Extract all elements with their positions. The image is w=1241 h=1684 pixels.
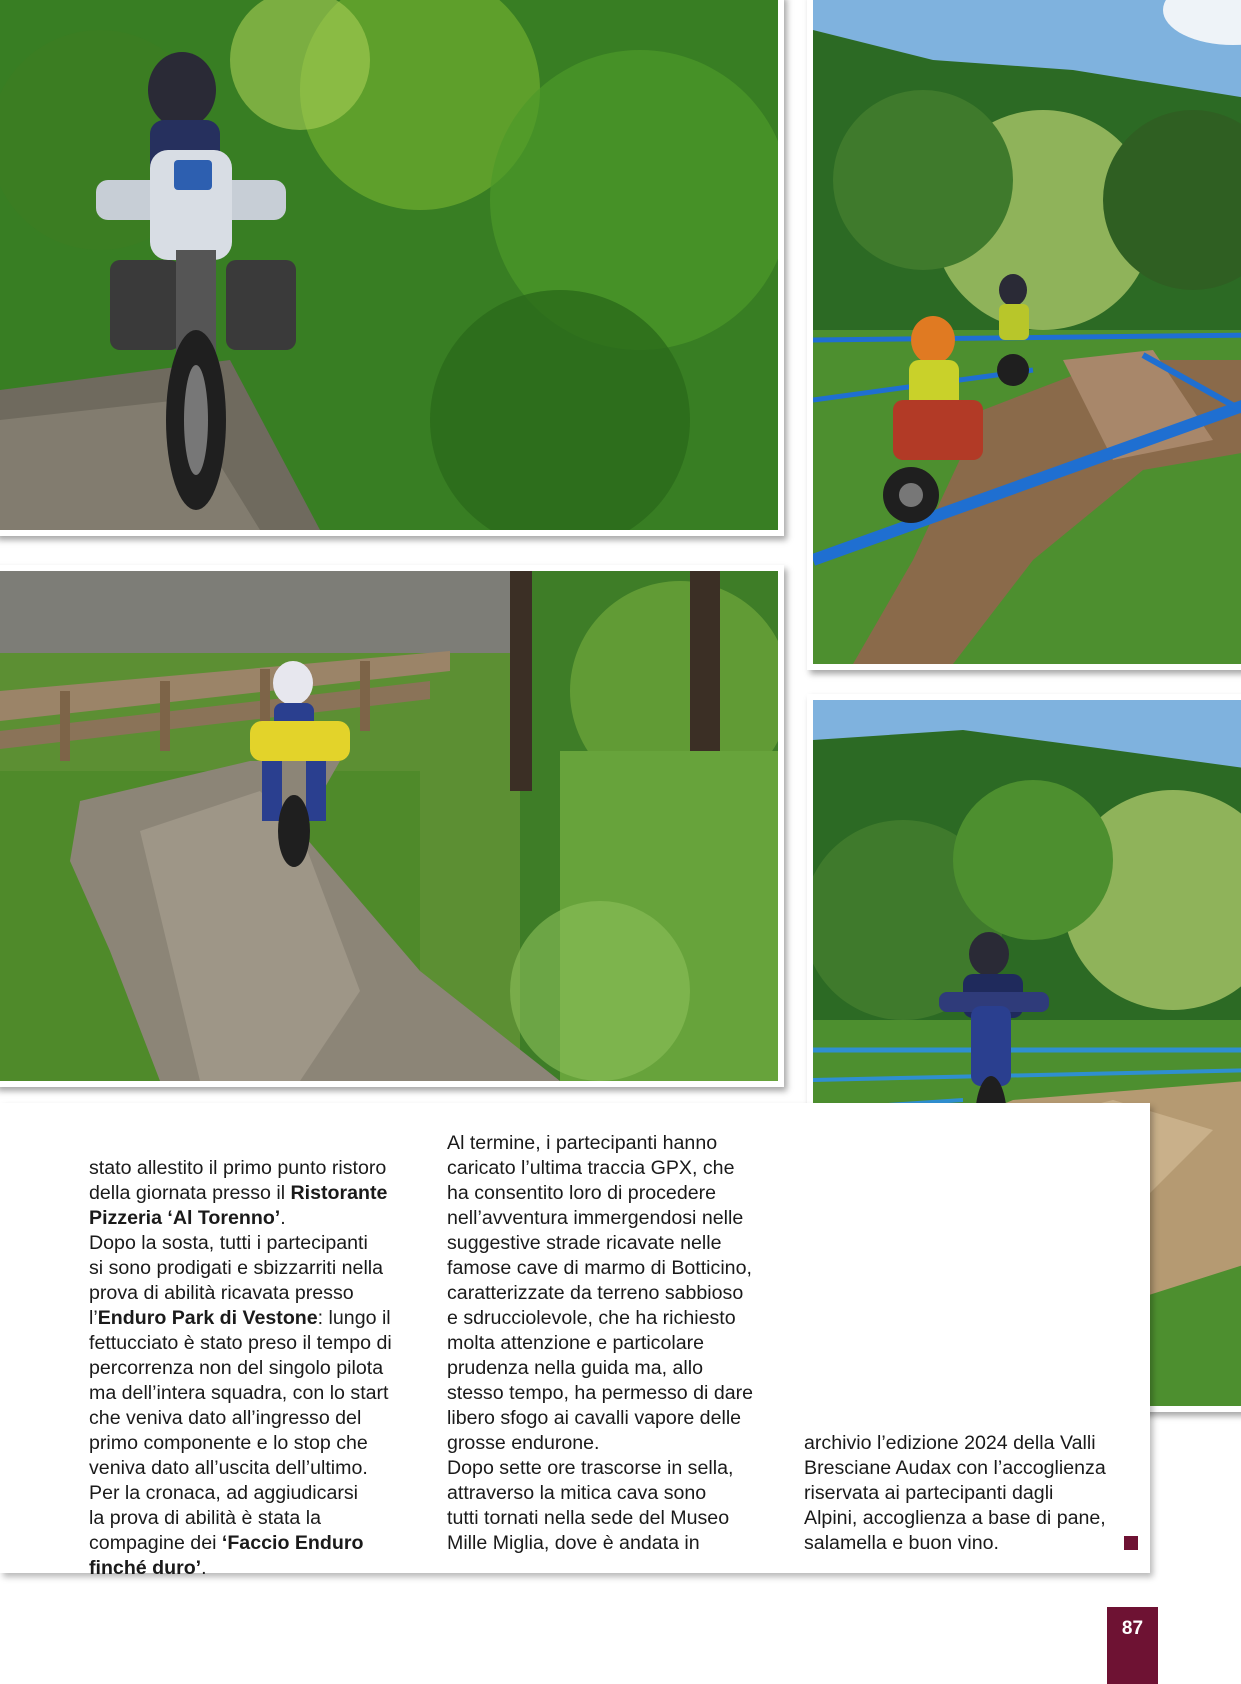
col1-text-c: : lungo il fettucciato è stato preso il tempo di percorrenza non del singolo pilota ma dell’intera squadra, con lo start che veniva dato all’ingresso del primo componente e lo stop che veniva dato all’uscita dell’ultimo. Per la cronaca, ad aggiudicarsi la prova di abilità è stata la compagine dei: [89, 1307, 392, 1554]
gravel-path-image: [0, 571, 778, 1081]
dirt-track-image: [813, 0, 1241, 664]
col1-text-b: . Dopo la sosta, tutti i partecipanti si sono prodigati e sbizzarriti nella prova di abilità ricavata presso l’: [89, 1207, 384, 1329]
col1-ristorante-name: Ristorante Pizzeria ‘Al Torenno’: [89, 1182, 388, 1229]
col1-text-d: .: [201, 1557, 207, 1579]
photo-gravel-path-rider: [0, 565, 784, 1087]
col1-text-a: stato allestito il primo punto ristoro della giornata presso il: [89, 1157, 387, 1204]
page-number: 87: [1107, 1607, 1158, 1684]
article-column-3: archivio l’edizione 2024 della Valli Bresciane Audax con l’accoglienza riservata ai partecipanti dagli Alpini, accoglienza a base di pane, salamella e buon vino.: [804, 1432, 1106, 1554]
article-column-2: Al termine, i partecipanti hanno caricato l’ultima traccia GPX, che ha consentito loro di procedere nell’avventura immergendosi nelle suggestive strade ricavate nelle famose cave di marmo di Botticino, caratterizzate da terreno sabbioso e sdrucciolevole, che ha richiesto molta attenzione e particolare prudenza nella guida ma, allo stesso tempo, ha permesso di dare libero sfogo ai cavalli vapore delle grosse endurone. Dopo sette ore trascorse in sella, attraverso la mitica cava sono tutti tornati nella sede del Museo Mille Miglia, dove è andata in: [447, 1132, 754, 1554]
article-column-1: [89, 1131, 434, 1581]
col1-team-name: ‘Faccio Enduro finché duro’: [89, 1532, 364, 1579]
forest-rider-image: [0, 0, 778, 530]
photo-forest-rider: [0, 0, 784, 536]
end-of-article-mark: [1124, 1536, 1138, 1550]
col1-enduro-park-name: Enduro Park di Vestone: [97, 1307, 318, 1329]
photo-dirt-track-rider: [807, 0, 1241, 670]
